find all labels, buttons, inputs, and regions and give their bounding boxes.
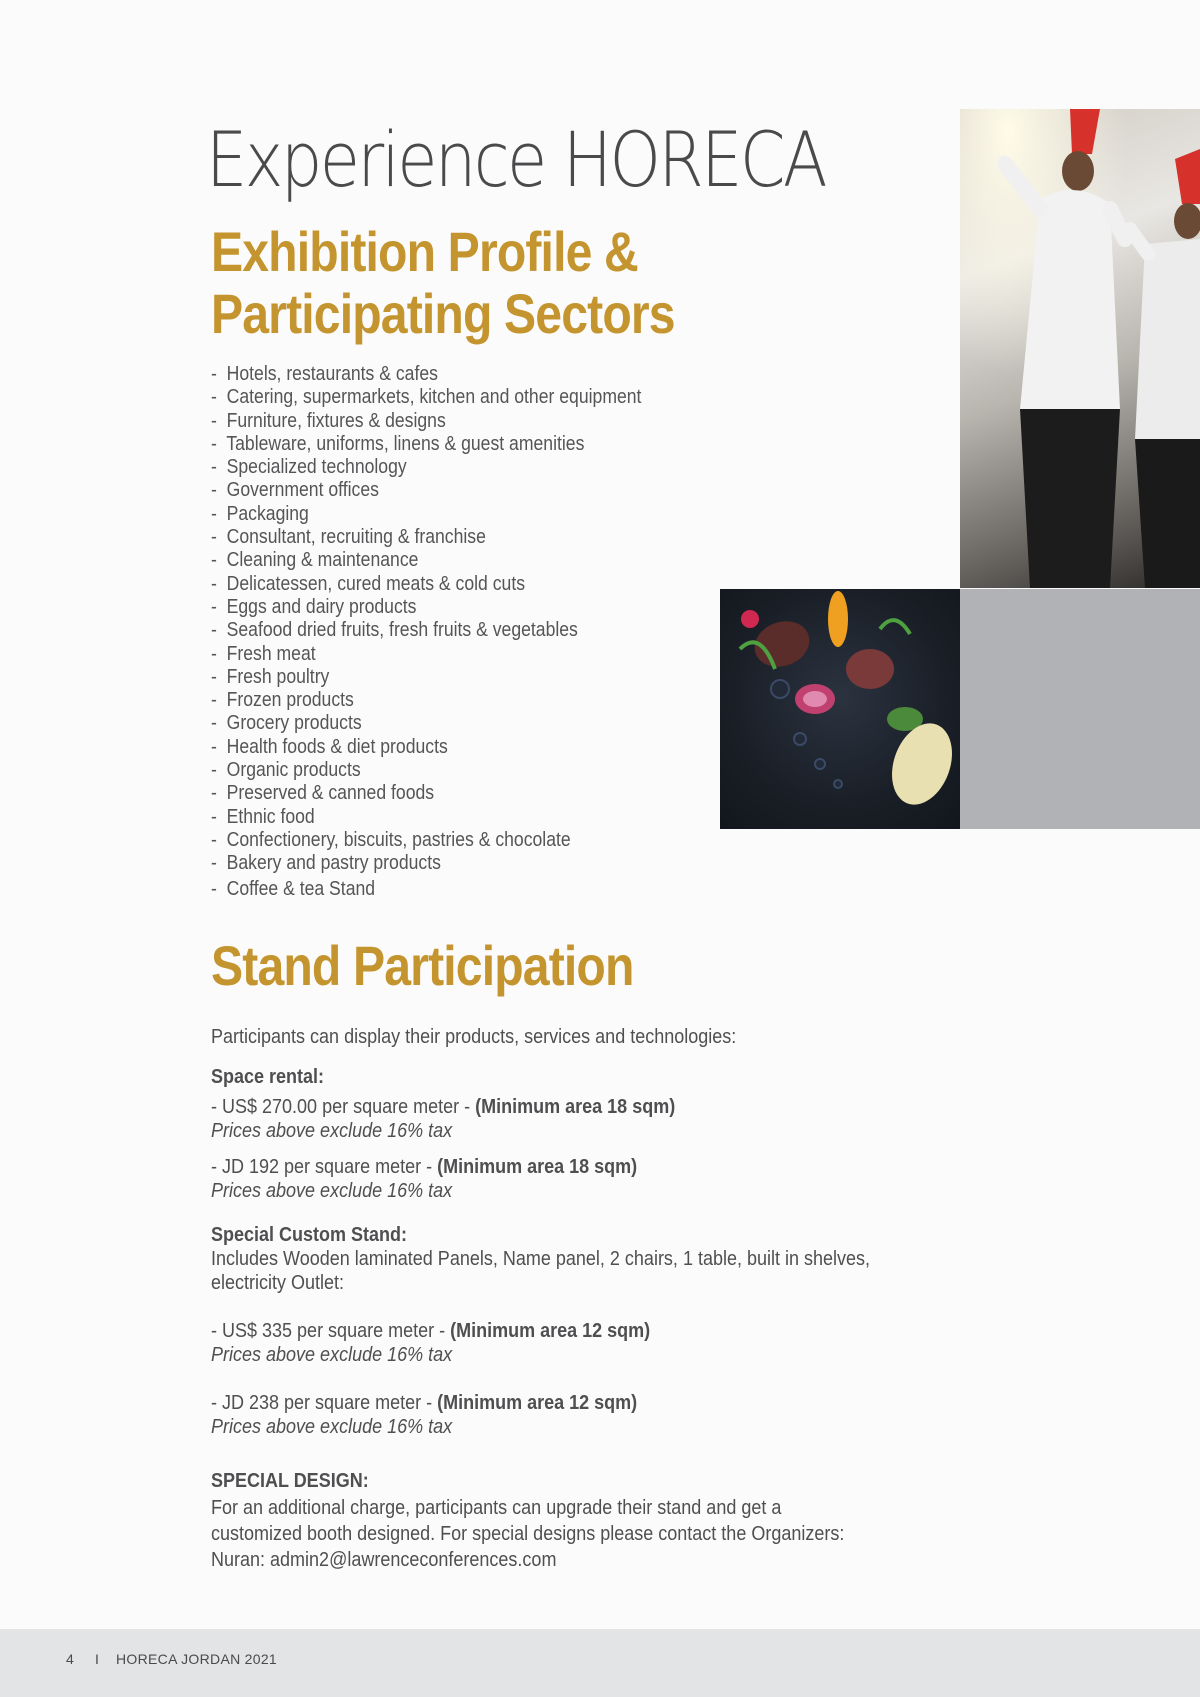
price-text: - US$ 270.00 per square meter - (211, 1096, 476, 1118)
footer-text (66, 1651, 277, 1667)
tax-note: Prices above exclude 16% tax (211, 1416, 453, 1438)
chefs-photo (960, 109, 1200, 588)
tax-note: Prices above exclude 16% tax (211, 1120, 453, 1142)
list-item: - Consultant, recruiting & franchise (211, 526, 641, 549)
exhibition-profile-heading (211, 221, 675, 345)
list-item: - Fresh poultry (211, 666, 641, 689)
list-item: - Catering, supermarkets, kitchen and other equipment (211, 386, 641, 409)
list-item: - Cleaning & maintenance (211, 549, 641, 572)
list-item: - Grocery products (211, 712, 641, 735)
list-item: - Hotels, restaurants & cafes (211, 363, 641, 386)
list-item: - Furniture, fixtures & designs (211, 410, 641, 433)
list-item: - Delicatessen, cured meats & cold cuts (211, 573, 641, 596)
food-illustration (720, 589, 960, 829)
special-design-label: SPECIAL DESIGN: (211, 1470, 369, 1492)
page-title: Experience HORECA (206, 115, 826, 204)
sectors-list (211, 363, 641, 901)
minimum-area: (Minimum area 12 sqm) (437, 1392, 638, 1414)
list-item: - Tableware, uniforms, linens & guest amenities (211, 433, 641, 456)
list-item: - Health foods & diet products (211, 736, 641, 759)
space-rental-usd (211, 1095, 877, 1119)
price-text: - US$ 335 per square meter - (211, 1320, 451, 1342)
special-design-text: For an additional charge, participants can upgrade their stand and get a customized booth designed. For special designs please contact the Organizers: (211, 1497, 845, 1545)
list-item: - Coffee & tea Stand (211, 878, 641, 901)
tax-note: Prices above exclude 16% tax (211, 1344, 453, 1366)
custom-stand-usd (211, 1319, 877, 1343)
minimum-area: (Minimum area 18 sqm) (475, 1096, 676, 1118)
list-item: - Packaging (211, 503, 641, 526)
profile-heading-line2: Participating Sectors (211, 282, 675, 345)
list-item: - Confectionery, biscuits, pastries & chocolate (211, 829, 641, 852)
list-item: - Preserved & canned foods (211, 782, 641, 805)
list-item: - Organic products (211, 759, 641, 782)
list-item: - Frozen products (211, 689, 641, 712)
stand-participation-body (211, 1025, 877, 1573)
tax-note: Prices above exclude 16% tax (211, 1180, 453, 1202)
profile-heading-line1: Exhibition Profile & (211, 220, 638, 283)
custom-stand-label: Special Custom Stand: (211, 1224, 408, 1246)
list-item: - Government offices (211, 479, 641, 502)
space-rental-jd (211, 1155, 877, 1179)
list-item: - Specialized technology (211, 456, 641, 479)
food-photo (720, 589, 960, 829)
price-text: - JD 238 per square meter - (211, 1392, 438, 1414)
list-item: - Fresh meat (211, 643, 641, 666)
stand-participation-heading: Stand Participation (211, 934, 634, 997)
page-number: 4 (66, 1651, 75, 1667)
minimum-area: (Minimum area 12 sqm) (450, 1320, 651, 1342)
chefs-illustration (960, 109, 1200, 588)
footer-separator: I (95, 1651, 100, 1667)
list-item: - Seafood dried fruits, fresh fruits & vegetables (211, 619, 641, 642)
page-footer (0, 1629, 1200, 1697)
list-item: - Ethnic food (211, 806, 641, 829)
list-item: - Bakery and pastry products (211, 852, 641, 875)
custom-stand-description: Includes Wooden laminated Panels, Name panel, 2 chairs, 1 table, built in shelves, electricity Outlet: (211, 1248, 871, 1294)
space-rental-label: Space rental: (211, 1066, 325, 1088)
stand-intro: Participants can display their products, services and technologies: (211, 1026, 737, 1048)
organizer-contact: Nuran: admin2@lawrenceconferences.com (211, 1549, 557, 1571)
minimum-area: (Minimum area 18 sqm) (437, 1156, 638, 1178)
list-item: - Eggs and dairy products (211, 596, 641, 619)
decorative-gray-block (960, 589, 1200, 829)
custom-stand-jd (211, 1391, 877, 1415)
price-text: - JD 192 per square meter - (211, 1156, 438, 1178)
publication-name: HORECA JORDAN 2021 (116, 1651, 278, 1667)
